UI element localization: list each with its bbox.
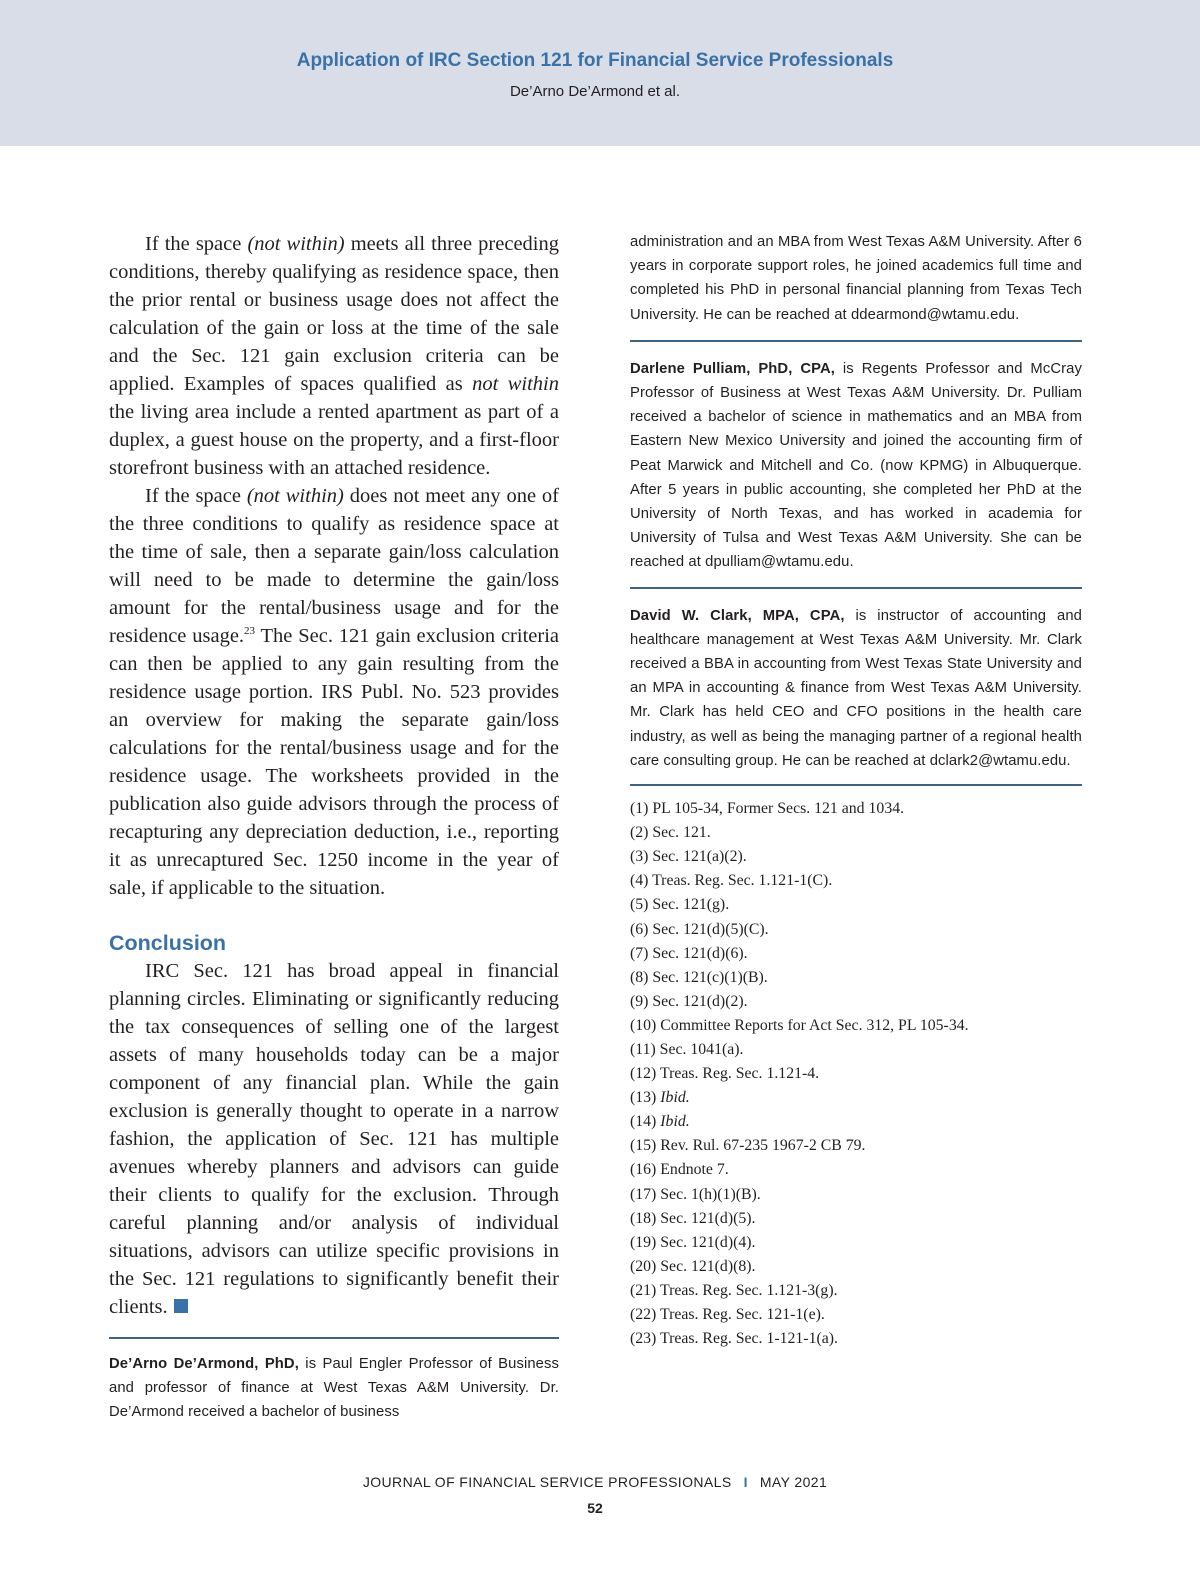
text-run: meets all three preceding conditions, thereby qualifying as residence space, then the prior rental or business usage does not affect the calculation of the gain or loss at the time of the sale and the Sec. 121 gain exclusion criteria can be applied. Examples of spaces qualified as [109,233,559,395]
right-column [630,230,1082,1351]
endnote: (18) Sec. 121(d)(5). [630,1209,756,1227]
bio-name: David W. Clark, MPA, CPA, [630,607,845,624]
page-footer [0,1474,1190,1490]
divider [630,587,1082,589]
endnote: (22) Treas. Reg. Sec. 121-1(e). [630,1306,825,1324]
body-paragraph-2 [109,482,559,902]
endnote: (20) Sec. 121(d)(8). [630,1257,756,1275]
header-banner [0,0,1200,146]
body-paragraph-3 [109,957,559,1321]
endnote-number: (13) [630,1089,661,1107]
text-run: If the space [145,485,247,507]
left-column [109,230,559,1425]
endnote: (7) Sec. 121(d)(6). [630,944,748,962]
bio-pulliam [630,357,1082,575]
endnote: (12) Treas. Reg. Sec. 1.121-4. [630,1065,820,1083]
endnote: (9) Sec. 121(d)(2). [630,992,748,1010]
text-run: the living area include a rented apartment as part of a duplex, a guest house on the property, and a first-floor storefront business with an attached residence. [109,401,559,479]
bio-name: De’Arno De’Armond, PhD, [109,1356,299,1372]
italic-run: (not within) [246,485,344,507]
endnote [630,1110,1082,1134]
divider [109,1337,559,1339]
endnote: (15) Rev. Rul. 67-235 1967-2 CB 79. [630,1137,866,1155]
bio-name: Darlene Pulliam, PhD, CPA, [630,360,835,377]
endnote: (16) Endnote 7. [630,1161,729,1179]
journal-name: JOURNAL OF FINANCIAL SERVICE PROFESSIONALS [362,1474,732,1490]
divider [630,340,1082,342]
bio-text: is instructor of accounting and healthcare management at West Texas A&M University. Mr. Clark received a BBA in accounting from West Texas State University and an MPA in accounting & finance from West Texas A&M University. Mr. Clark has held CEO and CFO positions in the health care industry, as well as being the managing partner of a regional health care consulting group. He can be reached at dclark2@wtamu.edu. [630,607,1082,769]
text-run: does not meet any one of the three conditions to qualify as residence space at the time of sale, then a separate gain/loss calculation will need to be made to determine the gain/loss amount for the rental/business usage and for the residence usage. [109,485,560,647]
bio-clark [630,604,1082,773]
running-title: Application of IRC Section 121 for Financial Service Professionals [296,50,894,71]
text-run: IRC Sec. 121 has broad appeal in financial planning circles. Eliminating or significantly reducing the tax consequences of selling one of the largest assets of many households today can be a major component of any financial plan. While the gain exclusion is generally thought to operate in a narrow fashion, the application of Sec. 121 has multiple avenues whereby planners and advisors can guide their clients to qualify for the exclusion. Through careful planning and/or analysis of individual situations, advisors can utilize specific provisions in the Sec. 121 regulations to significantly benefit their clients. [109,960,559,1318]
bio-text: is Paul Engler Professor of Business and professor of finance at West Texas A&M University. Dr. De’Armond received a bachelor of business [109,1356,559,1421]
endnotes-list [630,797,1082,1351]
endnote-ref: 23 [244,625,256,638]
divider [630,784,1082,786]
endnote: (17) Sec. 1(h)(1)(B). [630,1185,761,1203]
endnote: (10) Committee Reports for Act Sec. 312, PL 105-34. [630,1016,969,1034]
endnote: (8) Sec. 121(c)(1)(B). [630,968,768,986]
italic-run: (not within) [247,233,345,255]
endnote: (23) Treas. Reg. Sec. 1-121-1(a). [630,1330,838,1348]
endnote: (6) Sec. 121(d)(5)(C). [630,920,769,938]
endnote: (2) Sec. 121. [630,824,711,842]
issue-date: MAY 2021 [759,1474,828,1490]
endnote: (19) Sec. 121(d)(4). [630,1233,756,1251]
text-run: The Sec. 121 gain exclusion criteria can then be applied to any gain resulting from the residence usage portion. IRS Publ. No. 523 provides an overview for making the separate gain/loss calculations for the rental/business usage and for the residence usage. The worksheets provided in the publication also guide advisors through the process of recapturing any depreciation deduction, i.e., reporting it as unrecaptured Sec. 1250 income in the year of sale, if applicable to the situation. [109,625,559,899]
endnote: (3) Sec. 121(a)(2). [630,848,747,866]
endnote-italic: Ibid. [660,1113,690,1131]
body-paragraph-1 [109,230,559,482]
bio-text: is Regents Professor and McCray Professor of Business at West Texas A&M University. Dr. Pulliam received a bachelor of science in mathematics and an MBA from Eastern New Mexico University and joined the accounting firm of Peat Marwick and Mitchell and Co. (now KPMG) in Albuquerque. After 5 years in public accounting, she completed her PhD at the University of North Texas, and has worked in academia for University of Tulsa and West Texas A&M University. She can be reached at dpulliam@wtamu.edu. [630,360,1082,571]
page-number: 52 [587,1500,603,1516]
endnote: (4) Treas. Reg. Sec. 1.121-1(C). [630,872,833,890]
endnote [630,1086,1082,1110]
text-run: If the space [145,233,248,255]
bio-dearmond-continued: administration and an MBA from West Texas A&M University. After 6 years in corporate support roles, he joined academics full time and completed his PhD in personal financial planning from Texas Tech University. He can be reached at ddearmond@wtamu.edu. [630,234,1082,323]
endnote: (11) Sec. 1041(a). [630,1041,744,1058]
running-authors: De’Arno De’Armond et al. [509,83,681,100]
italic-run: not within [472,373,559,395]
footer-separator: I [743,1474,748,1490]
endnote: (5) Sec. 121(g). [630,896,730,914]
endnote-italic: Ibid. [660,1089,690,1107]
end-mark-icon [174,1299,188,1313]
conclusion-heading: Conclusion [109,931,227,955]
endnote: (21) Treas. Reg. Sec. 1.121-3(g). [630,1281,838,1299]
bio-dearmond [109,1352,559,1425]
endnote: (1) PL 105-34, Former Secs. 121 and 1034. [630,800,905,818]
endnote-number: (14) [630,1113,661,1131]
